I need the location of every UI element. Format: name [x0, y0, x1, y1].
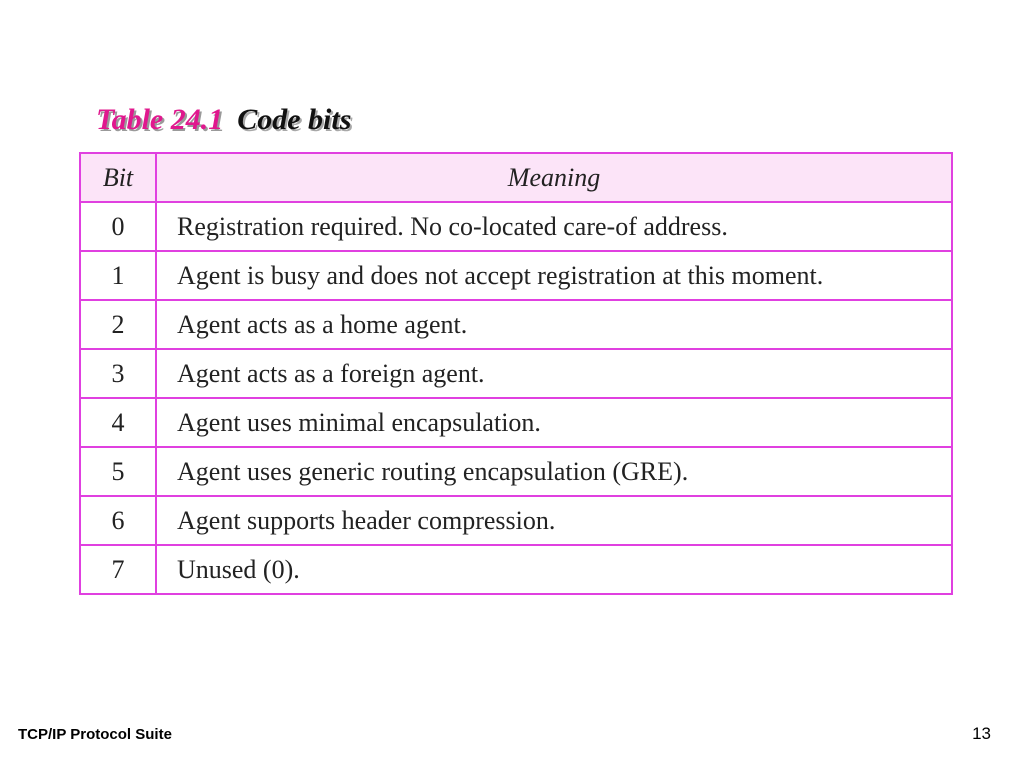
table-row	[80, 545, 952, 594]
header-bit: Bit	[80, 153, 156, 202]
meaning-cell: Agent acts as a home agent.	[156, 300, 952, 349]
table-row	[80, 447, 952, 496]
bit-cell: 3	[80, 349, 156, 398]
table-row	[80, 398, 952, 447]
table-row	[80, 349, 952, 398]
footer-text: TCP/IP Protocol Suite	[18, 726, 172, 743]
bit-cell: 5	[80, 447, 156, 496]
table-caption	[96, 100, 351, 140]
bit-cell: 1	[80, 251, 156, 300]
bit-cell: 7	[80, 545, 156, 594]
table-row	[80, 251, 952, 300]
meaning-cell: Agent uses generic routing encapsulation (GRE).	[156, 447, 952, 496]
table-header-row	[80, 153, 952, 202]
meaning-cell: Registration required. No co-located care-of address.	[156, 202, 952, 251]
meaning-cell: Agent supports header compression.	[156, 496, 952, 545]
meaning-cell: Agent uses minimal encapsulation.	[156, 398, 952, 447]
table-row	[80, 496, 952, 545]
table-row	[80, 300, 952, 349]
bit-cell: 0	[80, 202, 156, 251]
meaning-cell: Unused (0).	[156, 545, 952, 594]
meaning-cell: Agent acts as a foreign agent.	[156, 349, 952, 398]
bit-cell: 6	[80, 496, 156, 545]
meaning-cell: Agent is busy and does not accept registration at this moment.	[156, 251, 952, 300]
header-meaning: Meaning	[156, 153, 952, 202]
table-title: Code bits	[237, 103, 352, 136]
table-row	[80, 202, 952, 251]
table-number: Table 24.1	[96, 103, 224, 136]
bit-cell: 2	[80, 300, 156, 349]
bit-cell: 4	[80, 398, 156, 447]
code-bits-table	[79, 152, 953, 595]
page-number: 13	[972, 724, 991, 743]
